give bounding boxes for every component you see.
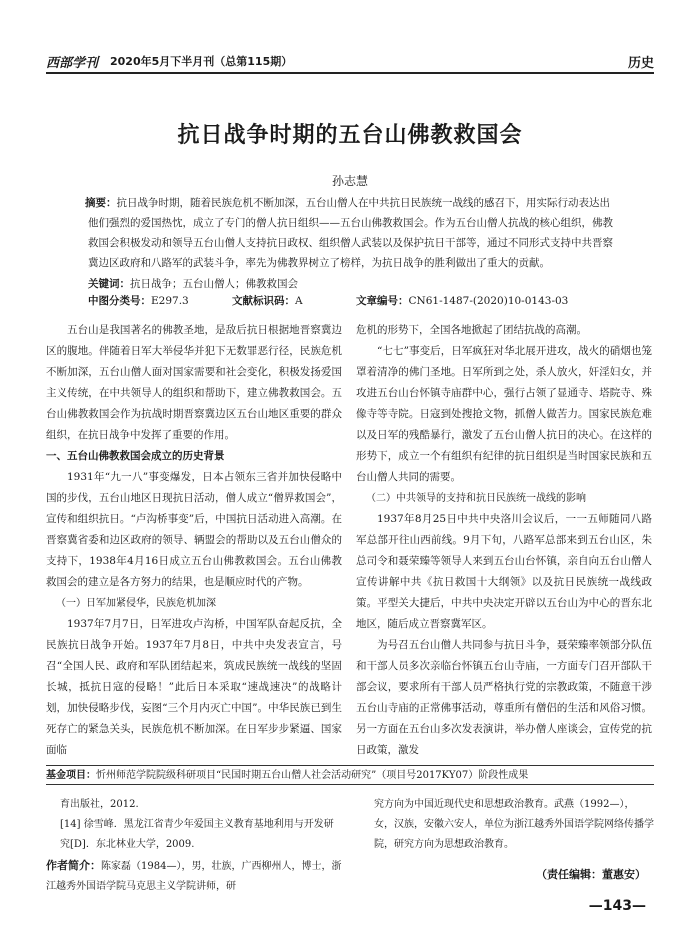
keywords-label: 关键词： xyxy=(88,278,130,290)
paragraph: 危机的形势下，全国各地掀起了团结抗战的高潮。 xyxy=(356,324,587,336)
abstract xyxy=(85,193,613,273)
section-heading: 一、五台山佛教救国会成立的历史背景 xyxy=(46,450,225,462)
paragraph: “七七”事变后，日军疯狂对华北展开进攻，战火的硝烟也笼罩着清净的佛门圣地。日军所到之处，杀人放火，奸淫妇女，并攻进五台山台怀镇寺庙群中心，强行占领了显通寺、塔院寺、殊像寺等寺院。日寇到处搜抢文物，抓僧人做苦力。国家民族危难以及日军的残酷暴行，激发了五台山僧人抗日的决心。在这样的形势下，成立一个有组织有纪律的抗日组织是当时国家民族和五台山僧人共同的需要。 xyxy=(356,345,652,483)
paragraph: 1937年7月7日，日军进攻卢沟桥，中国军队奋起反抗，全民族抗日战争开始。1937年7月8日，中共中央发表宣言，号召“全国人民、政府和军队团结起来，筑成民族统一战线的坚固长城，抵抗日寇的侵略！”此后日本采取“速战速决”的战略计划，加快侵略步伐，妄图“三个月内灭亡中国”。中华民族已到生死存亡的紧急关头，民族危机不断加深。在日军步步紧逼、国家面临 xyxy=(46,618,342,756)
author-intro xyxy=(46,856,346,897)
clc-value: E297.3 xyxy=(151,295,189,307)
clc-label: 中图分类号： xyxy=(88,295,151,307)
abstract-text: 抗日战争时期，随着民族危机不断加深，五台山僧人在中共抗日民族统一战线的感召下，用实际行动表达出他们强烈的爱国热忱，成立了专门的僧人抗日组织——五台山佛教救国会。作为五台山僧人抗战的核心组织，佛教救国会积极发动和领导五台山僧人支持抗日政权、组织僧人武装以及保护抗日干部等，通过不同形式支持中共晋察冀边区政府和八路军的武装斗争，率先为佛教界树立了榜样，为抗日战争的胜利做出了重大的贡献。 xyxy=(88,197,613,269)
section-name: 历史 xyxy=(627,56,654,71)
subsection-heading: （一）日军加紧侵华，民族危机加深 xyxy=(56,598,216,609)
document-code xyxy=(232,293,303,308)
keywords xyxy=(88,277,613,291)
page-header xyxy=(46,52,654,72)
author-intro-label: 作者简介： xyxy=(46,859,101,872)
article-number xyxy=(356,293,568,308)
abstract-label: 摘要： xyxy=(85,197,117,209)
page-number: —143— xyxy=(588,898,646,914)
article-author: 孙志慧 xyxy=(331,174,368,188)
header-rule xyxy=(46,72,654,74)
doc-code-value: A xyxy=(295,295,303,307)
journal-logo: 西部学刊 xyxy=(46,56,99,71)
responsible-editor: （责任编辑：董惠安） xyxy=(536,868,646,881)
article-number-label: 文章编号： xyxy=(356,295,409,307)
clc-number xyxy=(88,293,189,308)
author-intro-continued: 究方向为中国近现代史和思想政治教育。武燕（1992—），女，汉族，安徽六安人，单位为浙江越秀外国语学院网络传播学院，研究方向为思想政治教育。 xyxy=(374,799,654,850)
issue-info: 2020年5月下半月刊（总第115期） xyxy=(110,55,293,68)
paragraph: 1937年8月25日中共中央洛川会议后，一一五师随同八路军总部开往山西前线。9月下旬，八路军总部来到五台山区，朱总司令和聂荣臻等领导人来到五台山台怀镇，亲自向五台山僧人宣传讲解中共《抗日救国十大纲领》以及抗日民族统一战线政策。平型关大捷后，中共中央决定开辟以五台山为中心的晋东北地区，随后成立晋察冀军区。 xyxy=(356,513,652,630)
fund-rule xyxy=(46,784,654,785)
doc-code-label: 文献标识码： xyxy=(232,295,295,307)
reference-item: [14] 徐雪峰．黑龙江省青少年爱国主义教育基地利用与开发研究[D]．东北林业大学，2009. xyxy=(60,819,334,850)
fund-label: 基金项目： xyxy=(46,770,96,781)
paragraph: 1931年“九一八”事变爆发，日本占领东三省并加快侵略中国的步伐，五台山地区日现抗日活动，僧人成立“僧界救国会”，宣传和组织抗日。“卢沟桥事变”后，中国抗日活动进入高潮。在晋察冀省委和边区政府的领导、辆盟会的帮助以及五台山僧众的支持下，1938年4月16日成立五台山佛教救国会。五台山佛教救国会的建立是各方努力的结果，也是顺应时代的产物。 xyxy=(46,471,342,588)
subsection-heading: （二）中共领导的支持和抗日民族统一战线的影响 xyxy=(366,493,586,504)
references xyxy=(60,795,340,855)
reference-item: 育出版社，2012. xyxy=(60,799,139,810)
author-intro-text: 陈家磊（1984—），男，壮族，广西柳州人，博士，浙江越秀外国语学院马克思主义学院讲师，研 xyxy=(46,861,342,892)
paragraph: 为号召五台山僧人共同参与抗日斗争，聂荣臻率领部分队伍和干部人员多次亲临台怀镇五台山寺庙，一方面专门召开部队干部会议，要求所有干部人员严格执行党的宗教政策，不随意干涉五台山寺庙的正常佛事活动，尊重所有僧侣的生活和风俗习惯。另一方面在五台山多次发表演讲，举办僧人座谈会，宣传党的抗日政策，激发 xyxy=(356,639,652,756)
paragraph: 五台山是我国著名的佛教圣地，是敌后抗日根据地晋察冀边区的腹地。伴随着日军大举侵华并犯下无数罪恶行径，民族危机不断加深，五台山僧人面对国家需要和社会变化，积极发扬爱国主义传统，在中共领导人的组织和帮助下，建立佛教救国会。五台山佛教救国会作为抗战时期晋察冀边区五台山地区重要的群众组织，在抗日战争中发挥了重要的作用。 xyxy=(46,324,342,441)
article-number-value: CN61-1487-(2020)10-0143-03 xyxy=(408,295,569,307)
left-column xyxy=(46,320,342,761)
fund-text: 忻州师范学院院级科研项目“民国时期五台山僧人社会活动研究”（项目号2017KY07）阶段性成果 xyxy=(96,770,529,781)
fund-note xyxy=(46,765,654,783)
article-title: 抗日战争时期的五台山佛教救国会 xyxy=(177,122,523,148)
keywords-text: 抗日战争；五台山僧人；佛教救国会 xyxy=(130,278,298,290)
right-column xyxy=(356,320,652,761)
